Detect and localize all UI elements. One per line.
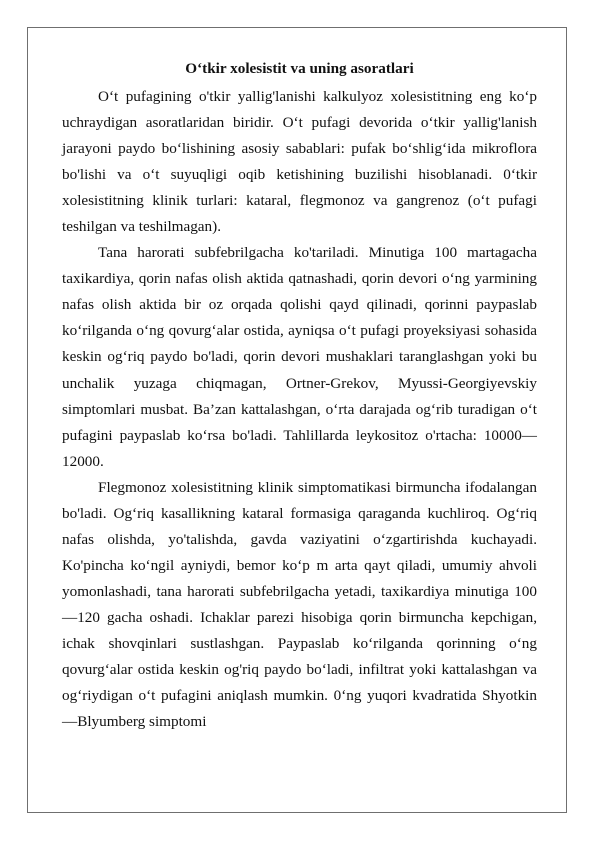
paragraph-1: O‘t pufagining o'tkir yallig'lanishi kalkulyoz xolesistitning eng ko‘p uchraydigan asoratlaridan biridir. O‘t pufagi devorida o‘tkir yallig'lanish jarayoni paydo bo‘lishining asosiy sabablari: pufak bo‘shlig‘ida mikroflora bo'lishi va o‘t suyuqligi oqib ketishining buzilishi hisoblanadi. 0‘tkir xolesistitning klinik turlari: kataral, flegmonoz va gangrenoz (o‘t pufagi teshilgan va teshilmagan). — [62, 88, 537, 236]
document-title: O‘tkir xolesistit va uning asoratlari — [185, 60, 414, 77]
paragraph-3: Flegmonoz xolesistitning klinik simptomatikasi birmuncha ifodalangan bo'ladi. Og‘riq kasallikning kataral formasiga qaraganda kuchliroq. Og‘riq nafas olishda, yo'talishda, gavda vaziyatini o‘zgartirishda kuchayadi. Ko'pincha ko‘ngil ayniydi, bemor ko‘p m arta qayt qiladi, umumiy ahvoli yomonlashadi, tana harorati subfebrilgacha yetadi, taxikardiya minutiga 100—120 gacha oshadi. Ichaklar parezi hisobiga qorin birmuncha kepchigan, ichak shovqinlari sustlashgan. Paypaslab ko‘rilganda qorinning o‘ng qovurg‘alar ostida keskin og'riq paydo bo‘ladi, infiltrat yoki kattalashgan va og‘riydigan o‘t pufagini aniqlash mumkin. 0‘ng yuqori kvadratida Shyotkin—Blyumberg simptomi — [62, 478, 537, 731]
paragraph-2: Tana harorati subfebrilgacha ko'tariladi. Minutiga 100 martagacha taxikardiya, qorin nafas olish aktida qatnashadi, qorin devori o‘ng yarmining nafas olish aktida bir oz orqada qolishi qayd qilinadi, qorinni paypaslab ko‘rilganda o‘ng qovurg‘alar ostida, ayniqsa o‘t pufagi proyeksiyasi sohasida keskin og‘riq paydo bo'ladi, qorin devori mushaklari taranglashgan yoki bu unchalik yuzaga chiqmagan, Ortner-Grekov, Myussi-Georgiyevskiy simptomlari musbat. Ba’zan kattalashgan, o‘rta darajada og‘rib turadigan o‘t pufagini paypaslab ko‘rsa bo'ladi. Tahlillarda leykositoz o'rtacha: 10000—12000. — [62, 244, 537, 470]
document-body — [62, 58, 537, 735]
